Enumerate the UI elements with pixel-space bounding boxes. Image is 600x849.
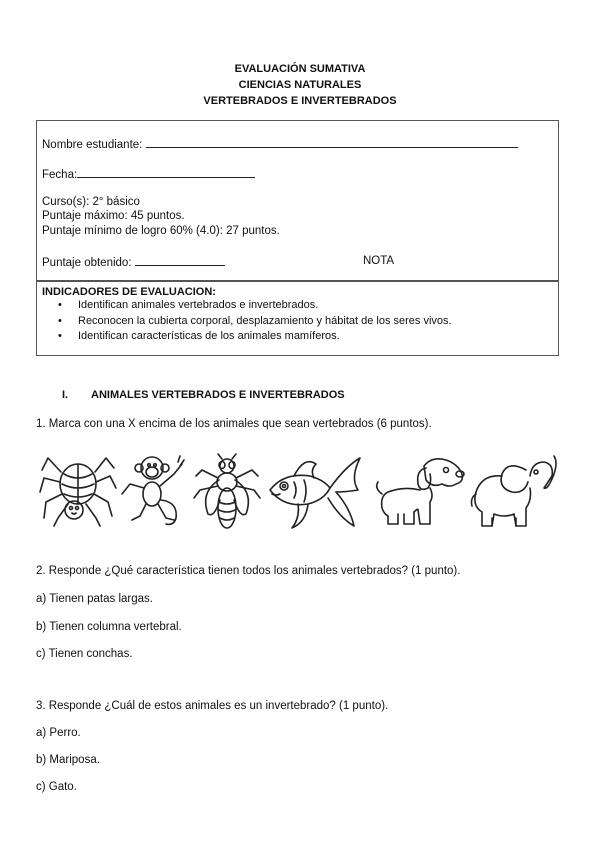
date-row — [42, 167, 255, 181]
q3-option-c[interactable]: c) Gato. — [36, 781, 77, 793]
q2-option-b[interactable]: b) Tienen columna vertebral. — [36, 621, 182, 633]
question-1-text: 1. Marca con una X encima de los animales que sean vertebrados (6 puntos). — [36, 418, 432, 430]
question-2-text: 2. Responde ¿Qué característica tienen todos los animales vertebrados? (1 punto). — [36, 565, 461, 577]
q3-option-a[interactable]: a) Perro. — [36, 727, 81, 739]
indicators-title: INDICADORES DE EVALUACION: — [42, 286, 216, 298]
spider-icon[interactable] — [38, 452, 118, 528]
title-line-3: VERTEBRADOS E INVERTEBRADOS — [203, 95, 397, 107]
title-line-2: CIENCIAS NATURALES — [238, 79, 362, 91]
q2-option-a[interactable]: a) Tienen patas largas. — [36, 593, 153, 605]
question-3-text: 3. Responde ¿Cuál de estos animales es un invertebrado? (1 punto). — [36, 700, 389, 712]
course-text: Curso(s): 2° básico — [42, 196, 140, 208]
fish-icon[interactable] — [264, 452, 364, 532]
student-name-row — [42, 137, 518, 151]
title-line-1: EVALUACIÓN SUMATIVA — [234, 63, 366, 75]
grade-label: NOTA — [363, 255, 395, 267]
elephant-icon[interactable] — [468, 452, 564, 532]
score-obtained-label: Puntaje obtenido: — [42, 257, 132, 269]
monkey-icon[interactable] — [118, 452, 190, 528]
indicator-item: • Identifican características de los animales mamíferos. — [62, 330, 340, 342]
q3-option-b[interactable]: b) Mariposa. — [36, 754, 100, 766]
section-number: I. — [62, 389, 69, 401]
score-row — [42, 255, 225, 269]
q2-option-c[interactable]: c) Tienen conchas. — [36, 648, 133, 660]
student-name-label: Nombre estudiante: — [42, 139, 143, 151]
date-field[interactable] — [77, 167, 255, 178]
max-score-text: Puntaje máximo: 45 puntos. — [42, 210, 185, 222]
score-obtained-field[interactable] — [135, 255, 225, 266]
section-title: ANIMALES VERTEBRADOS E INVERTEBRADOS — [91, 389, 345, 401]
student-name-field[interactable] — [146, 137, 518, 148]
indicator-item: • Identifican animales vertebrados e invertebrados. — [62, 299, 318, 311]
fly-icon[interactable] — [192, 452, 262, 532]
date-label: Fecha: — [42, 169, 78, 181]
dog-icon[interactable] — [374, 452, 466, 528]
indicator-item: • Reconocen la cubierta corporal, desplazamiento y hábitat de los seres vivos. — [62, 315, 452, 327]
min-score-text: Puntaje mínimo de logro 60% (4.0): 27 puntos. — [42, 225, 280, 237]
